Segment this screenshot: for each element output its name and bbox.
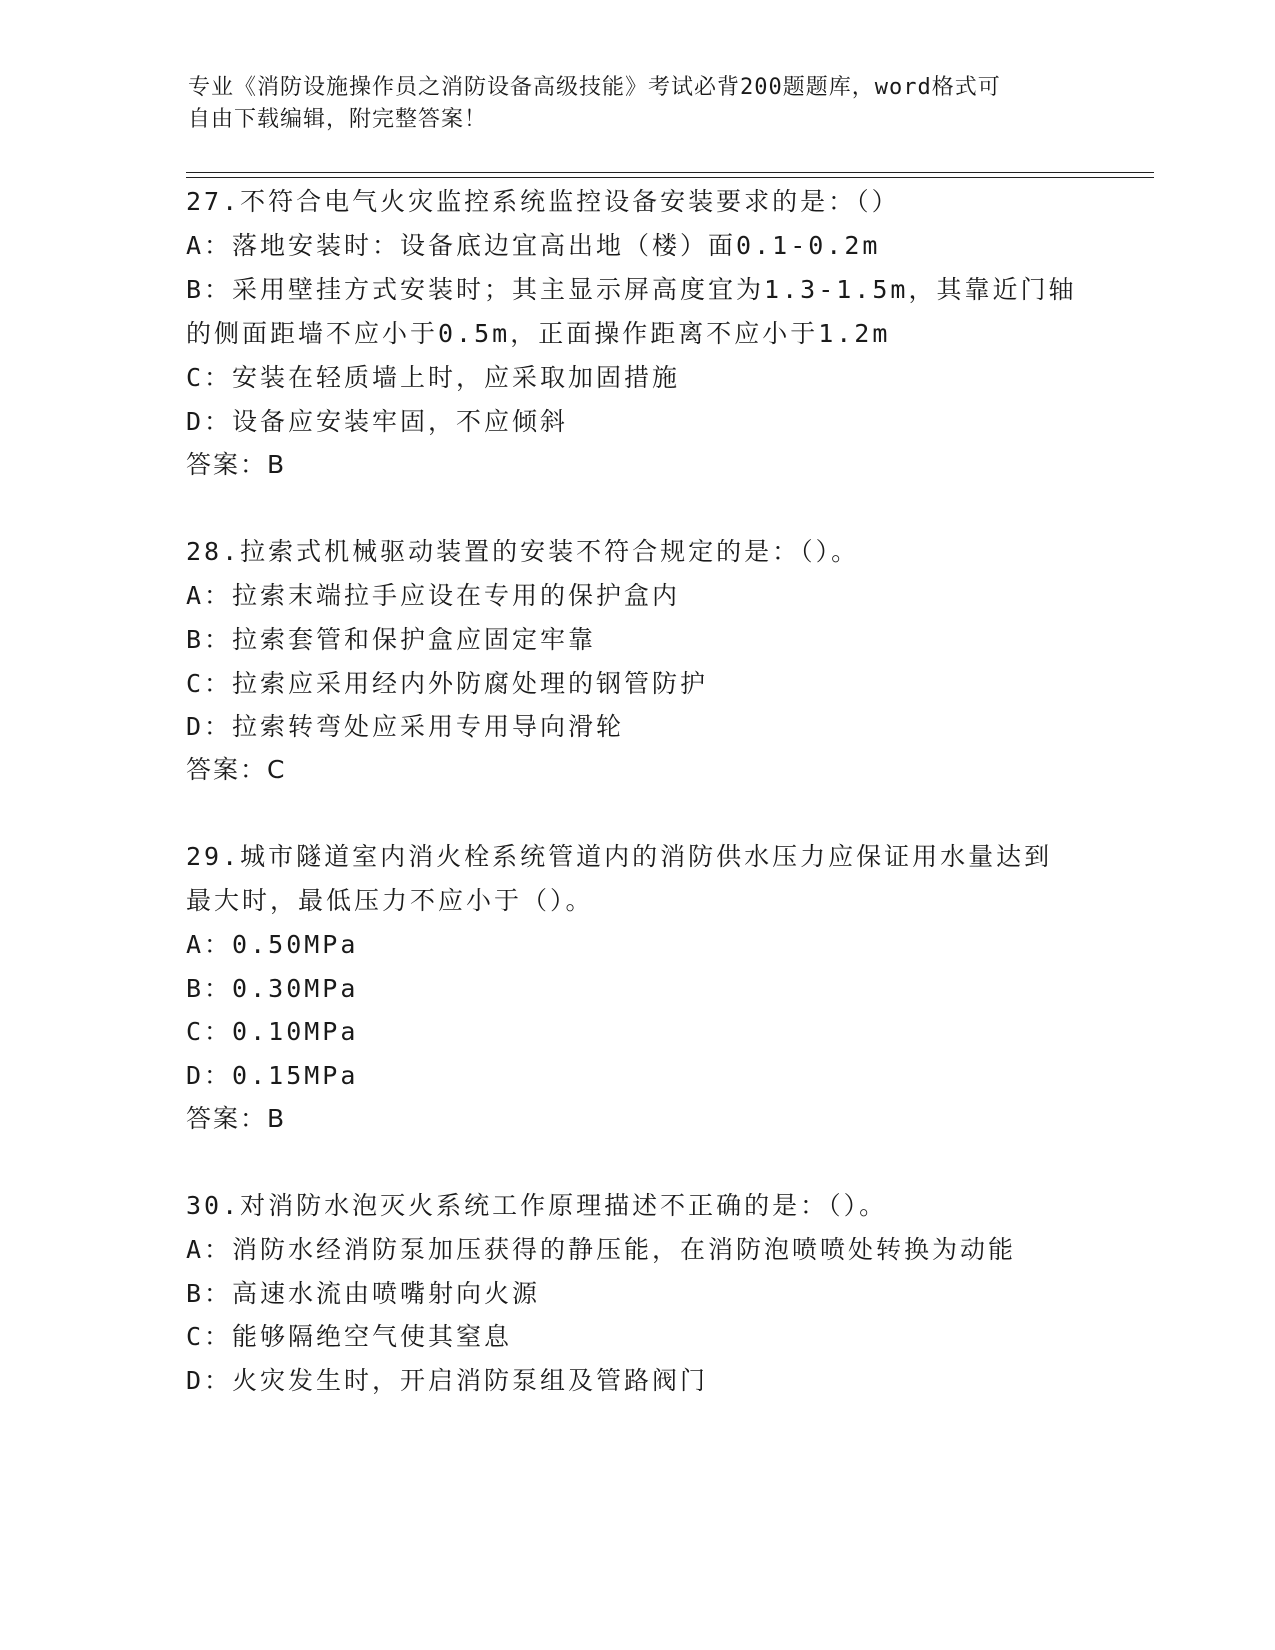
question-30-option-a: A：消防水经消防泵加压获得的静压能，在消防泡喷喷处转换为动能	[186, 1235, 1017, 1264]
question-27-answer: 答案：B	[186, 450, 287, 479]
question-27-stem: 27.不符合电气火灾监控系统监控设备安装要求的是：（）	[186, 187, 900, 216]
header-rule-bottom	[186, 177, 1154, 178]
question-30-stem: 30.对消防水泡灭火系统工作原理描述不正确的是：（）。	[186, 1191, 888, 1220]
question-28-option-d: D：拉索转弯处应采用专用导向滑轮	[186, 712, 625, 741]
question-30-option-c: C：能够隔绝空气使其窒息	[186, 1322, 513, 1351]
question-29-answer: 答案：B	[186, 1104, 287, 1133]
question-29-option-a: A：0.50MPa	[186, 930, 359, 959]
question-27-option-d: D：设备应安装牢固，不应倾斜	[186, 407, 569, 436]
question-27-option-a: A：落地安装时：设备底边宜高出地（楼）面0.1-0.2m	[186, 231, 881, 260]
question-28-option-b: B：拉索套管和保护盒应固定牢靠	[186, 625, 597, 654]
question-28-stem: 28.拉索式机械驱动装置的安装不符合规定的是：（）。	[186, 537, 860, 566]
question-30-option-d: D：火灾发生时，开启消防泵组及管路阀门	[186, 1366, 709, 1395]
question-30-option-b: B：高速水流由喷嘴射向火源	[186, 1279, 541, 1308]
header-line-2: 自由下载编辑，附完整答案！	[188, 107, 488, 132]
question-28-answer: 答案：C	[186, 755, 287, 784]
header-rule-top	[186, 172, 1154, 173]
question-29-stem: 29.城市隧道室内消火栓系统管道内的消防供水压力应保证用水量达到	[186, 842, 1053, 871]
header-line-1: 专业《消防设施操作员之消防设备高级技能》考试必背200题题库，word格式可	[188, 75, 1001, 100]
question-29-option-b: B：0.30MPa	[186, 974, 359, 1003]
question-27-option-b-cont: 的侧面距墙不应小于0.5m，正面操作距离不应小于1.2m	[186, 319, 891, 348]
question-27-option-c: C：安装在轻质墙上时，应采取加固措施	[186, 363, 681, 392]
question-29-option-c: C：0.10MPa	[186, 1017, 359, 1046]
question-27-option-b: B：采用壁挂方式安装时；其主显示屏高度宜为1.3-1.5m，其靠近门轴	[186, 275, 1077, 304]
question-29-option-d: D：0.15MPa	[186, 1061, 359, 1090]
question-28-option-a: A：拉索末端拉手应设在专用的保护盒内	[186, 581, 681, 610]
question-28-option-c: C：拉索应采用经内外防腐处理的钢管防护	[186, 669, 709, 698]
question-29-stem-cont: 最大时，最低压力不应小于（）。	[186, 886, 594, 915]
